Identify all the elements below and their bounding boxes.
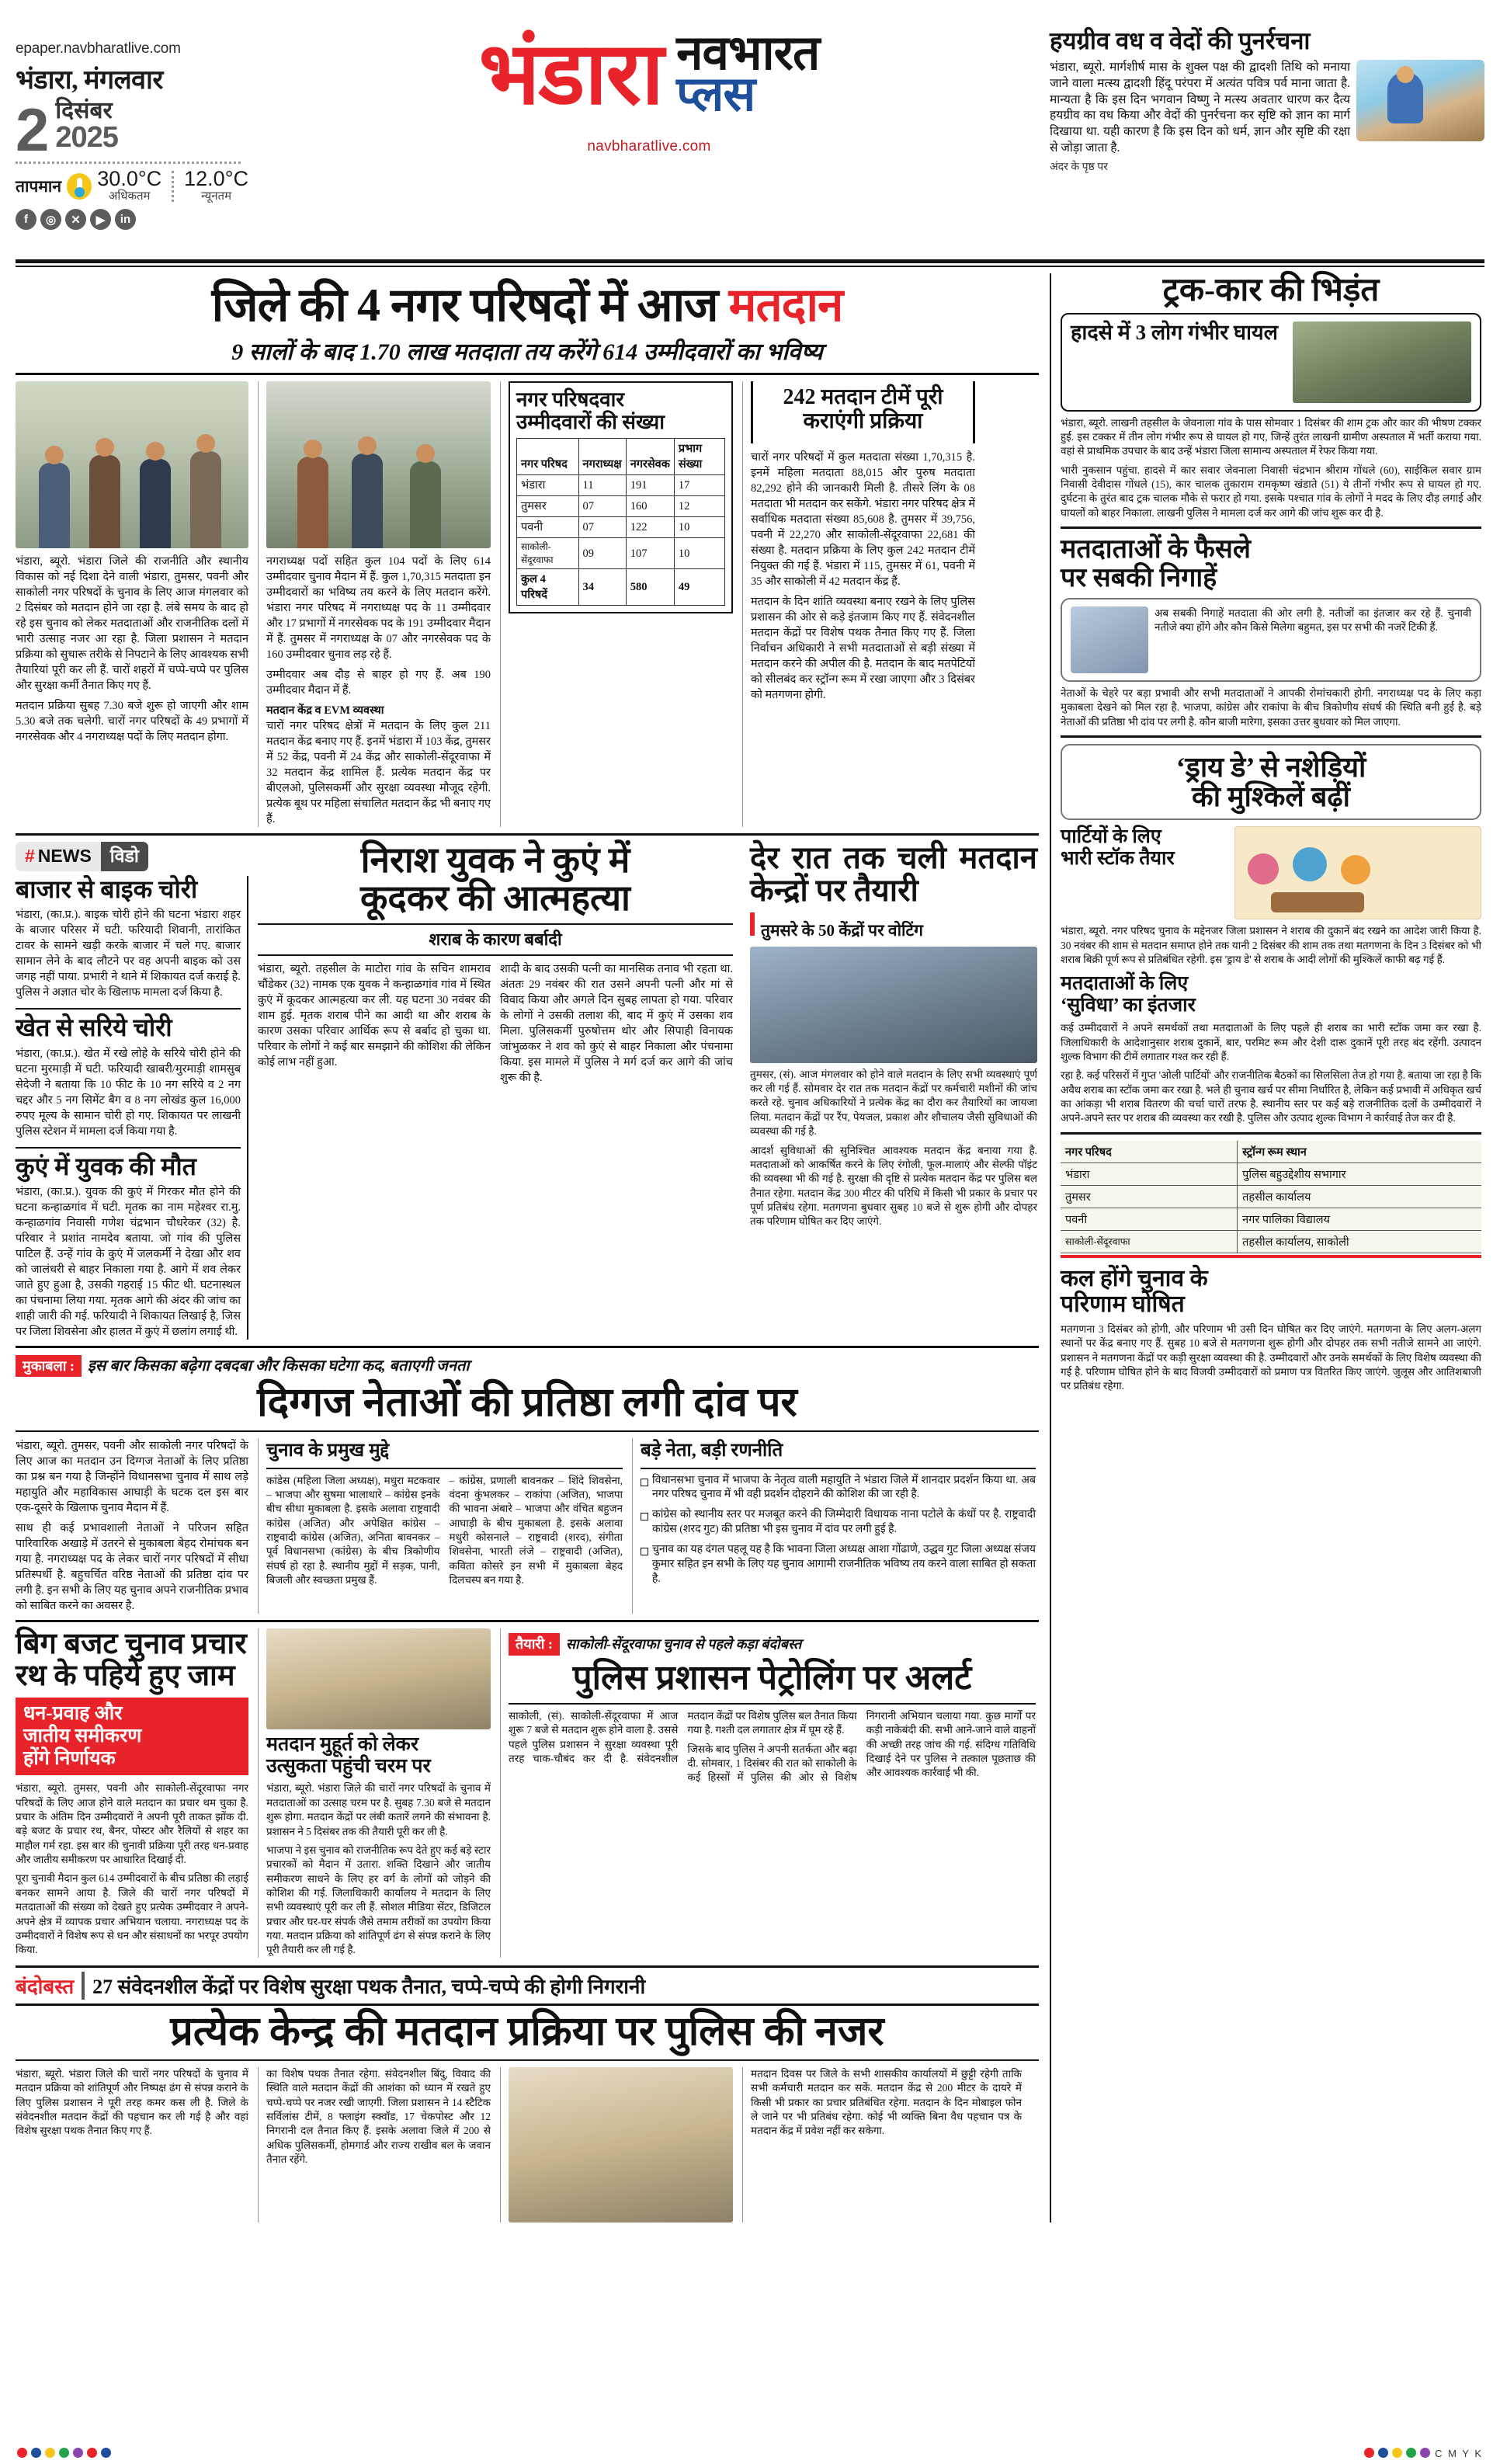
table-header-row bbox=[1061, 1141, 1481, 1163]
compare-body-1: भंडारा, ब्यूरो. तुमसर, पवनी और साकोली नगर परिषदों के लिए आज का मतदान उन दिग्गज नेताओं के लिए प्रतिष्ठा का प्रश्न बन गया है जिन्होंने विधानसभा चुनाव में साथ लड़े महायुति और महाविकास आघाड़ी के घटक दल इस बार एक-दूसरे के खिलाफ चुनाव मैदान में हैं. bbox=[16, 1440, 248, 1515]
cell-wards: 17 bbox=[674, 475, 724, 496]
temperature-block bbox=[16, 169, 248, 203]
masthead-rule-2 bbox=[16, 266, 1484, 267]
bandobast-kicker: बंदोबस्त bbox=[16, 1972, 85, 2000]
feature-more-link[interactable]: अंदर के पृष्ठ पर bbox=[1050, 162, 1108, 174]
temperature-max-label: अधिकतम bbox=[108, 190, 151, 203]
cell-wards: 10 bbox=[674, 538, 724, 569]
muhurat-body-2: भाजपा ने इस चुनाव को राजनीतिक रूप देते हुए कई बड़े स्टार प्रचारकों को मैदान में उतारा. शक्ति दिखाने और जातीय समीकरण साधने के लिए हर वर्ग के लोगों को जोड़ने की कोशिश की गई. जिलाधिकारी कार्यालय ने मतदान के लिए सभी व्यवस्थाएं पूरी कर ली हैं. सोशल मीडिया सेंटर, डिजिटल प्रचार और घर-घर संपर्क जैसे तमाम तरीकों का उपयोग किया गया. मतदान प्रक्रिया को शांतिपूर्ण ढंग से संपन्न कराने के लिए पूरी तैयारी कर ली गई है. bbox=[266, 1844, 491, 1956]
masthead-left bbox=[16, 14, 248, 230]
lead-photo-2 bbox=[266, 381, 491, 548]
list-item: विधानसभा चुनाव में भाजपा के नेतृत्व वाली महायुति ने भंडारा जिले में शानदार प्रदर्शन किया था. अब नगर परिषद चुनाव में भी वही प्रदर्शन दोहराने की कोशिश की जा रही है. bbox=[641, 1474, 1036, 1503]
polling-teams-box bbox=[751, 381, 975, 443]
police-kicker-line bbox=[509, 1633, 1036, 1656]
police-kicker: तैयारी : bbox=[509, 1633, 560, 1656]
th-corporator: नगरसेवक bbox=[626, 439, 674, 475]
prep-kicker bbox=[750, 912, 1037, 942]
dryday-body-3: रहा है. कई परिसरों में गुप्त 'ओली पार्टियों' और राजनीतिक बैठकों का सिलसिला तेज हो गया है. बताया जा रहा है कि अवैध शराब का स्टॉक जमा कर रखा है. भले ही चुनाव खर्च पर सीमा निर्धारित है, लेकिन कई प्रभावी में अधिकृत खर्च का आंकड़ा भी शराब वितरण की चर्चा चारों तरफ है. स्थानीय स्तर पर कई बड़े राजनीतिक दलों के उम्मीदवारों ने अपने-अपने स्तर पर शराब की व्यवस्था कर रखी है. पुलिस और उत्पाद शुल्क विभाग ने कार्रवाई तेज कर दी है. bbox=[1061, 1069, 1481, 1124]
registration-marks-right bbox=[1364, 2448, 1430, 2458]
dryday-body-1: भंडारा, ब्यूरो. नगर परिषद चुनाव के मद्देनजर जिला प्रशासन ने शराब की दुकानें बंद रखने का आदेश जारी किया है. 30 नवंबर की शाम से मतदान समाप्त होने तक यानी 2 दिसंबर की शाम तक तथा मतगणना के दिन 3 दिसंबर को भी शराब बिक्री पूर्ण रूप से प्रतिबंधित रहेगी. इस 'ड्राय डे' से शराब के आदी लोगों की मुश्किलें काफी बढ़ गई हैं. bbox=[1061, 925, 1481, 965]
budget-headline-l2: रथ के पहिये हुए जाम bbox=[16, 1659, 235, 1692]
table-row bbox=[1061, 1162, 1481, 1185]
compare-col-3 bbox=[632, 1438, 1036, 1614]
dryday-cartoon bbox=[1234, 826, 1481, 919]
cell-council: भंडारा bbox=[517, 475, 579, 496]
section-rule-3 bbox=[16, 1620, 1039, 1622]
voters-headline-l2: पर सबकी निगाहें bbox=[1061, 564, 1217, 593]
compare-col-2 bbox=[258, 1438, 623, 1614]
suicide-headline bbox=[258, 842, 733, 918]
lead-col-1-text-b: मतदान प्रक्रिया सुबह 7.30 बजे शुरू हो जाएगी और शाम 5.30 बजे तक चलेगी. चारों नगर परिषदों के 49 प्रभागों में नगरसेवक और 4 नगराध्यक्ष पदों के लिए मतदान होगा. bbox=[16, 700, 248, 743]
bandobast-col-2 bbox=[258, 2067, 491, 2222]
cell-council: पवनी bbox=[517, 517, 579, 538]
bandobast-body bbox=[16, 2067, 1039, 2222]
cell-council: तुमसर bbox=[1061, 1185, 1238, 1208]
bandobast-headline: प्रत्येक केन्द्र की मतदान प्रक्रिया पर पुलिस की नजर bbox=[170, 2009, 884, 2054]
divider bbox=[16, 1008, 241, 1010]
dryday-headline-l2: की मुश्किलें बढ़ीं bbox=[1192, 781, 1350, 813]
budget-redbox-l1: धन-प्रवाह और bbox=[23, 1703, 123, 1725]
date-month: दिसंबर bbox=[55, 98, 113, 123]
dryday-subhead-2 bbox=[1061, 973, 1481, 1017]
table-total-row bbox=[517, 569, 725, 606]
divider bbox=[1061, 1132, 1481, 1135]
suicide-body-1: भंडारा, ब्यूरो. तहसील के माटोरा गांव के सचिन शामराव चौंडेकर (32) नामक एक युवक ने कन्हाळगांव गांव में स्थित कुएं में कूदकर आत्महत्या कर ली. यह घटना 30 नवंबर की शाम हुई. मृतक शराब पीने का आदी था और शराब के कारण उसका परिवार आर्थिक रूप से बर्बाद हो चुका था. परिवार के लोगों ने कई बार समझाने की कोशिश की लेकिन कोई लाभ नहीं हुआ. bbox=[258, 962, 491, 1069]
voters-note: अब सबकी निगाहें मतदाता की ओर लगी है. नतीजों का इंतजार कर रहे हैं. चुनावी नतीजे क्या होंगे और कौन किसे मिलेगा बहुमत, इस पर सभी की नजरें टिकी हैं. bbox=[1155, 606, 1471, 634]
dryday-subhead-l1: पार्टियों के लिए bbox=[1061, 826, 1161, 848]
bandobast-body-2: का विशेष पथक तैनात रहेगा. संवेदनशील बिंदु, विवाद की स्थिति वाले मतदान केंद्रों की आशंका को ध्यान में रखते हुए चप्पे-चप्पे पर नजर रखी जाएगी. जिला प्रशासन ने 14 स्टैटिक सर्विलांस टीमें, 8 फ्लाइंग स्क्वॉड, 17 चेकपोस्ट और 12 निगरानी दल तैनात किए हैं. इसके अलावा जिले में 200 से अधिक पुलिसकर्मी, होमगार्ड और राज्य राखीव बल के जवान तैनात रहेंगे. bbox=[266, 2067, 491, 2166]
lead-col-4-text-b: मतदान के दिन शांति व्यवस्था बनाए रखने के लिए पुलिस प्रशासन की ओर से कड़े इंतजाम किए गए हैं. संवेदनशील मतदान केंद्रों पर विशेष पथक तैनात किए गए हैं. जिला निर्वाचन अधिकारी ने सभी मतदाताओं से बड़ी संख्या में मतदान करने की अपील की है. मतदान के बाद मतपेटियों को सीलबंद कर स्ट्रॉन्ग रूम में रखा जाएगा और 3 दिसंबर को मतगणना होगी. bbox=[751, 595, 975, 701]
video-badge-label[interactable]: विडो bbox=[101, 842, 148, 871]
bandobast-body-3: मतदान दिवस पर जिले के सभी शासकीय कार्यालयों में छुट्टी रहेगी ताकि सभी कर्मचारी मतदान कर सकें. मतदान केंद्र से 200 मीटर के दायरे में किसी भी प्रकार का प्रचार प्रतिबंधित रहेगा. मतदान के दिन मोबाइल फोन ले जाने पर भी प्रतिबंध रहेगा. कोई भी व्यक्ति बिना वैध पहचान पत्र के मतदान केंद्र में प्रवेश नहीं कर सकेगा. bbox=[751, 2067, 1022, 2137]
story-title-bike-theft: बाजार से बाइक चोरी bbox=[16, 874, 198, 903]
compare-kicker-text: इस बार किसका बढ़ेगा दबदबा और किसका घटेगा कद, बताएगी जनता bbox=[87, 1357, 470, 1375]
compare-body-2b: – कांग्रेस, प्रणाली बावनकर – शिंदे शिवसेना, वंदना कुंभलकर – राकांपा (अजित), भाजपा की भावना अंबारे – भाजपा और वंचित बहुजन आघाड़ी के बीच मुकाबला है. इसके अलावा मधुरी कोसनाले – राष्ट्रवादी (शरद), संगीता शिवसेना, भारती लंजे – राष्ट्रवादी (अजित), कविता कोसरे इन सभी में मुकाबला बेहद दिलचस्प बन गया है. bbox=[449, 1474, 623, 1586]
cell-president: 07 bbox=[578, 517, 626, 538]
compare-headline: दिग्गज नेताओं की प्रतिष्ठा लगी दांव पर bbox=[257, 1381, 797, 1426]
linkedin-icon[interactable]: in bbox=[115, 209, 136, 230]
muhurat-body-1: भंडारा, ब्यूरो. भंडारा जिले की चारों नगर परिषदों के चुनाव में मतदाताओं का उत्साह चरम पर है. सुबह 7.30 बजे से मतदान शुरू होगा. मतदान केंद्रों पर लंबी कतारें लगने की संभावना है. प्रशासन ने 5 दिसंबर तक की तैयारी पूरी कर ली है. bbox=[266, 1782, 491, 1837]
thermometer-icon bbox=[67, 173, 92, 200]
hash-icon: # bbox=[25, 846, 35, 866]
date-day: 2 bbox=[16, 96, 50, 165]
prep-kicker-text: तुमसरे के 50 केंद्रों पर वोटिंग bbox=[761, 920, 923, 940]
main-column bbox=[16, 273, 1039, 2222]
mid-right-prep-story bbox=[742, 842, 1037, 1340]
police-col bbox=[500, 1628, 1036, 1957]
lead-subheadline: 9 सालों के बाद 1.70 लाख मतदाता तय करेंगे 614 उम्मीदवारों का भविष्य bbox=[231, 339, 823, 365]
lead-headline-plain: जिले की 4 नगर परिषदों में आज bbox=[211, 280, 729, 331]
budget-headline-l1: बिग बजट चुनाव प्रचार bbox=[16, 1628, 247, 1661]
budget-redbox-l2: जातीय समीकरण bbox=[23, 1725, 142, 1746]
lead-col-2-text: नगराध्यक्ष पदों सहित कुल 104 पदों के लिए 614 उम्मीदवार चुनाव मैदान में हैं. कुल 1,70,315 मतदाता इन उम्मीदवारों का भविष्य तय करने के लिए मतदान करेंगे. भंडारा नगर परिषद में नगराध्यक्ष पद के 11 उम्मीदवार और 17 प्रभागों में नगरसेवक पद के 191 उम्मीदवार मैदान में हैं. तुमसर में नगराध्यक्ष के 07 और नगरसेवक पद के 160 उम्मीदवार चुनाव लड़ रहे हैं. bbox=[266, 555, 491, 661]
police-body-1: साकोली, (सं). साकोली-सेंदूरवाफा में आज शुरू 7 बजे से मतदान शुरू होने वाला है. उससे पहले पुलिस प्रशासन ने सुरक्षा व्यवस्था पूरी तरह चाक-चौबंद कर दी है. संवेदनशील मतदान केंद्रों पर विशेष पुलिस बल तैनात किया गया है. गश्ती दल लगातार क्षेत्र में घूम रहे हैं. bbox=[509, 1709, 857, 1765]
instagram-icon[interactable]: ◎ bbox=[40, 209, 61, 230]
temperature-min: 12.0°C bbox=[184, 167, 248, 190]
lead-col-1-text: भंडारा, ब्यूरो. भंडारा जिले की राजनीति और स्थानीय विकास को नई दिशा देने वाली भंडारा, तुमसर, पवनी और साकोली नगर परिषदों के चुनाव के लिए आज मंगलवार को 2 दिसंबर को मतदान होने जा रहा है. लंबे समय के बाद हो रहे इस चुनाव को लेकर मतदाताओं और राजनीतिक दलों में भारी उत्साह नजर आ रहा है. जिला प्रशासन ने मतदान प्रक्रिया को सुचारू तरीके से निपटाने के लिए आवश्यक सभी तैयारियां पूरी कर ली हैं. चारों शहरों में चप्पे-चप्पे पर पुलिस और सुरक्षा कर्मी तैनात किए गए हैं. bbox=[16, 555, 248, 692]
lead-rule bbox=[16, 373, 1039, 375]
bandobast-body-1: भंडारा, ब्यूरो. भंडारा जिले की चारों नगर परिषदों के चुनाव में मतदान प्रक्रिया को शांतिपूर्ण और निष्पक्ष ढंग से संपन्न कराने के लिए पुलिस प्रशासन ने पूरी तरह कमर कस ली है. जिले के संवेदनशील मतदान केंद्रों की पहचान कर ली गई है और वहां विशेष सुरक्षा पथक तैनात किए गए हैं. bbox=[16, 2067, 248, 2137]
compare-bullet-list bbox=[641, 1474, 1036, 1587]
th-president: नगराध्यक्ष bbox=[578, 439, 626, 475]
results-headline bbox=[1061, 1266, 1481, 1318]
candidates-table-box bbox=[509, 381, 733, 613]
voters-headline bbox=[1061, 535, 1481, 593]
divider bbox=[16, 1147, 241, 1149]
edition-city-day: भंडारा, मंगलवार bbox=[16, 66, 163, 95]
cell-wards: 10 bbox=[674, 517, 724, 538]
page-columns bbox=[16, 273, 1484, 2222]
candidates-table-title bbox=[516, 389, 725, 433]
results-headline-l2: परिणाम घोषित bbox=[1061, 1291, 1185, 1318]
logo-bhandara: भंडारा bbox=[478, 26, 663, 123]
police-body-2: जिसके बाद पुलिस ने अपनी सतर्कता और बढ़ा दी. सोमवार, 1 दिसंबर की रात को साकोली के कई हिस्सों में पुलिस की ओर से विशेष निगरानी अभियान चलाया गया. कुछ मार्गों पर कड़ी नाकेबंदी की. सभी आने-जाने वाले वाहनों की अच्छी तरह जांच की गई. संदिग्ध गतिविधि दिखाई देने पर पुलिस ने तत्काल पूछताछ की और आवश्यक कार्रवाई भी की. bbox=[687, 1709, 1036, 1784]
compare-kicker-line bbox=[16, 1354, 1039, 1377]
muhurat-headline bbox=[266, 1734, 491, 1777]
voters-body: नेताओं के चेहरे पर बड़ा प्रभावी और सभी मतदाताओं ने आपकी रोमांचकारी होगी. नगराध्यक्ष पद के लिए कड़ा मुकाबला देखने को मिल रहा है. भाजपा, कांग्रेस और राकांपा के बीच त्रिकोणीय संघर्ष की स्थिति बनी हुई है. बड़े नेताओं की प्रतिष्ठा भी दांव पर लगी है. कौन बाजी मारेगा, इसका उत्तर बुधवार को मिल जाएगा. bbox=[1061, 686, 1481, 728]
lead-col-2-subhead: मतदान केंद्र व EVM व्यवस्था bbox=[266, 704, 384, 717]
compare-body-2: कांडेस (महिला जिला अध्यक्ष), मधुरा मटकवार – भाजपा और सुषमा भालाधारे – कांग्रेस इनके बीच सीधा मुकाबला है. इसके अलावा राष्ट्रवादी कांग्रेस (अजित) और अपेक्षित कांग्रेस – राष्ट्रवादी कांग्रेस (अजित), अनिता बावनकर – पूर्व विधानसभा (कांग्रेस) के बीच त्रिकोणीय संघर्ष हो रहा है. स्थानीय मुद्दों में सड़क, पानी, बिजली और स्वच्छता प्रमुख हैं. bbox=[266, 1474, 440, 1586]
band-2 bbox=[16, 842, 1039, 1340]
strongroom-rule bbox=[1061, 1255, 1481, 1258]
cell-total-president: 34 bbox=[578, 569, 626, 606]
th-council: नगर परिषद bbox=[517, 439, 579, 475]
story-body-bike-theft: भंडारा, (का.प्र.). बाइक चोरी होने की घटना भंडारा शहर के बाजार परिसर में घटी. फरियादी शिवानी, तारांकित टावर के सामने खड़ी करके बाजार में चले गए. बाजार सामान लेने के बाद लौटने पर वह अपनी बाइक को उस जगह नहीं पाया. प्रभारी ने थाने में शिकायत दर्ज कराई है. पुलिस ने अज्ञात चोर के खिलाफ मामला दर्ज किया है. bbox=[16, 909, 241, 999]
budget-redbox bbox=[16, 1698, 248, 1775]
dateline bbox=[16, 96, 248, 165]
lead-col-2-text-b: उम्मीदवार अब दौड़ से बाहर हो गए हैं. अब 190 उम्मीदवार मैदान में हैं. bbox=[266, 669, 491, 697]
budget-redbox-l3: होंगे निर्णायक bbox=[23, 1747, 116, 1769]
prep-headline: देर रात तक चली मतदान केन्द्रों पर तैयारी bbox=[750, 840, 1037, 909]
masthead-logo bbox=[248, 14, 1050, 155]
band-4 bbox=[16, 1628, 1039, 1957]
cell-council: तुमसर bbox=[517, 496, 579, 517]
divider bbox=[509, 1703, 1036, 1705]
dryday-box bbox=[1061, 744, 1481, 820]
budget-body-1: भंडारा, ब्यूरो. तुमसर, पवनी और साकोली-सेंदूरवाफा नगर परिषदों के लिए आज होने वाले मतदान का प्रचार थम चुका है. प्रचार के अंतिम दिन उम्मीदवारों ने अपनी पूरी ताकत झोंक दी. बड़े बजट के प्रचार रथ, बैनर, पोस्टर और रैलियों से शहर का माहौल गर्म रहा. इस बार की चुनावी प्रक्रिया पूरी तरह धन-प्रवाह और जातीय समीकरण पर आधारित दिखाई दी. bbox=[16, 1782, 248, 1866]
story-title-rod-theft: खेत से सरिये चोरी bbox=[16, 1013, 172, 1042]
cell-council: भंडारा bbox=[1061, 1162, 1238, 1185]
lead-headline-accent: मतदान bbox=[728, 280, 843, 331]
bandobast-col-3 bbox=[742, 2067, 1022, 2222]
table-row bbox=[1061, 1185, 1481, 1208]
bandobast-col-1 bbox=[16, 2067, 248, 2222]
cell-council: साकोली-सेंदूरवाफा bbox=[517, 538, 579, 569]
compare-issues-title: चुनाव के प्रमुख मुद्दे bbox=[266, 1438, 623, 1468]
police-headline: पुलिस प्रशासन पेट्रोलिंग पर अलर्ट bbox=[572, 1659, 972, 1698]
divider bbox=[1061, 735, 1481, 738]
strongroom-block bbox=[1061, 1141, 1481, 1258]
voters-headline-l1: मतदाताओं के फैसले bbox=[1061, 535, 1251, 565]
section-rule-1 bbox=[16, 833, 1039, 836]
table-row bbox=[517, 496, 725, 517]
lead-col-2-text-c: चारों नगर परिषद क्षेत्रों में मतदान के लिए कुल 211 मतदान केंद्र बनाए गए हैं. इनमें भंडारा में 103 केंद्र, तुमसर में 52 केंद्र, पवनी में 24 केंद्र और साकोली-सेंदूरवाफा में 32 मतदान केंद्र शामिल हैं. प्रत्येक मतदान केंद्र पर बीएलओ, पुलिसकर्मी और सुरक्षा व्यवस्था मौजूद रहेगी. प्रत्येक बूथ पर महिला संचालित मतदान केंद्र भी बनाए गए हैं. bbox=[266, 720, 491, 825]
voters-note-box bbox=[1061, 598, 1481, 682]
temperature-min-label: न्यूनतम bbox=[201, 190, 232, 203]
compare-kicker: मुकाबला : bbox=[16, 1355, 82, 1377]
cell-total-corporator: 580 bbox=[626, 569, 674, 606]
registration-marks-left bbox=[17, 2448, 111, 2458]
table-row bbox=[517, 517, 725, 538]
prep-body-1: तुमसर, (सं). आज मंगलवार को होने वाले मतदान के लिए सभी व्यवस्थाएं पूर्ण कर ली गई हैं. सोमवार देर रात तक मतदान केंद्रों पर कर्मचारी मशीनों की जांच करते रहे. चुनाव अधिकारियों ने प्रत्येक केंद्र का दौरा कर तैयारियों का जायजा लिया. मतदान केंद्रों पर रैंप, पेयजल, प्रकाश और शौचालय जैसी सुविधाओं की व्यवस्था की गई है. bbox=[750, 1068, 1037, 1138]
table-header-row bbox=[517, 439, 725, 475]
muhurat-headline-l1: मतदान मुहूर्त को लेकर bbox=[266, 1734, 419, 1756]
lead-col-2 bbox=[258, 381, 491, 827]
cell-corporator: 107 bbox=[626, 538, 674, 569]
bandobast-photo bbox=[509, 2067, 733, 2222]
list-item: चुनाव का यह दंगल पहलू यह है कि भावना जिला अध्यक्ष आशा गोंढाणे, उद्धव गुट जिला अध्यक्ष संजय कुमार सहित इन सभी के लिए यह चुनाव आगामी राजनीतिक भविष्य तय करने वाला साबित हो सकता है. bbox=[641, 1543, 1036, 1587]
truck-headline: ट्रक-कार की भिड़ंत bbox=[1162, 273, 1380, 308]
truck-body-2: भारी नुकसान पहुंचा. हादसे में कार सवार जेवनाला निवासी चंद्रभान श्रीराम गोंधले (60), साईकिल सवार ग्राम निवासी देवीदास गोंधले (15), कार चालक तुकाराम रामकृष्ण खंडाते (51) ये तीनों गंभीर रूप से घायल हो गए. दुर्घटना के तुरंत बाद ट्रक चालक मौके से फरार हो गया. इसके पश्चात गांव के लोगों ने मदद के लिए दौड़ लगाई और घायलों को बाहर निकाला. लाखनी पुलिस ने मामला दर्ज कर आगे की जांच शुरू कर दी है. bbox=[1061, 464, 1481, 519]
police-kicker-text: साकोली-सेंदूरवाफा चुनाव से पहले कड़ा बंदोबस्त bbox=[565, 1636, 802, 1653]
suicide-headline-l2: कूदकर की आत्महत्या bbox=[360, 878, 630, 918]
budget-col bbox=[16, 1628, 248, 1957]
truck-body-1: भंडारा, ब्यूरो. लाखनी तहसील के जेवनाला गांव के पास सोमवार 1 दिसंबर की शाम ट्रक और कार की भीषण टक्कर हुई. इस टक्कर में तीन लोग गंभीर रूप से घायल हो गए, जिन्हें तुरंत लाखनी ग्रामीण अस्पताल में भर्ती कराया गया. वहां से प्राथमिक उपचार के बाद उन्हें भंडारा जिला सामान्य अस्पताल में रेफर किया गया. bbox=[1061, 416, 1481, 457]
divider bbox=[1061, 527, 1481, 529]
youtube-icon[interactable]: ▶ bbox=[90, 209, 111, 230]
compare-section bbox=[16, 1354, 1039, 1614]
news-video-badge[interactable] bbox=[16, 842, 148, 871]
cell-wards: 12 bbox=[674, 496, 724, 517]
lead-col-4 bbox=[742, 381, 975, 827]
dryday-headline-l1: ‘ड्राय डे’ से नशेड़ियों bbox=[1175, 751, 1366, 783]
right-column bbox=[1050, 273, 1481, 2222]
cell-total-label: कुल 4 परिषदें bbox=[517, 569, 579, 606]
divider bbox=[16, 2059, 1039, 2061]
truck-photo bbox=[1293, 321, 1471, 403]
list-item: कांग्रेस को स्थानीय स्तर पर मजबूत करने की जिम्मेदारी विधायक नाना पटोले के कंधों पर है. राष्ट्रवादी कांग्रेस (शरद गुट) की प्रतिष्ठा भी इस चुनाव में दांव पर लगी हुई है. bbox=[641, 1508, 1036, 1538]
divider bbox=[16, 1430, 1039, 1432]
compare-body-1b: साथ ही कई प्रभावशाली नेताओं ने परिजन सहित पारिवारिक अखाड़े में उतरने से मुकाबला बेहद रोमांचक बन गया है. नगराध्यक्ष पद के लेकर चारों नगर परिषदों में सीधा प्रतिस्पर्धी है. बहुचर्चित वरिष्ठ नेताओं की प्रतिष्ठा दांव पर लगी है. इन सभी के लिए यह चुनाव अपने राजनीतिक प्रभाव को साबित करने का अवसर है. bbox=[16, 1522, 248, 1613]
section-rule-2 bbox=[16, 1346, 1039, 1348]
lead-col-1 bbox=[16, 381, 248, 827]
dryday-subhead-2-l2: ‘सुविधा’ का इंतजार bbox=[1061, 995, 1196, 1017]
polling-teams-title: 242 मतदान टीमें पूरी कराएंगी प्रक्रिया bbox=[783, 385, 943, 433]
th-strongroom: स्ट्रॉन्ग रूम स्थान bbox=[1238, 1141, 1481, 1163]
table-row bbox=[1061, 1208, 1481, 1230]
date-year: 2025 bbox=[55, 121, 118, 154]
masthead-rule bbox=[16, 259, 1484, 263]
dryday-body-2: कई उम्मीदवारों ने अपने समर्थकों तथा मतदाताओं के लिए पहले ही शराब का भारी स्टॉक जमा कर रखा है. जिलाधिकारी के आदेशानुसार शराब दुकानें, बार, परमिट रूम और देशी दारू दुकानें पूरी तरह बंद रहेंगी. उत्पादन शुल्क विभाग की टीमें लगातार गश्त कर रही हैं. bbox=[1061, 1022, 1481, 1062]
feature-title: हयग्रीव वध व वेदों की पुनर्रचना bbox=[1050, 27, 1311, 54]
cell-council: साकोली-सेंदूरवाफा bbox=[1061, 1230, 1238, 1253]
divider-vertical bbox=[172, 171, 174, 202]
budget-headline bbox=[16, 1628, 248, 1691]
feature-body: भंडारा, ब्यूरो. मार्गशीर्ष मास के शुक्ल पक्ष की द्वादशी तिथि को मनाया जाने वाला मत्स्य द्वादशी हिंदू परंपरा में अत्यंत पवित्र पर्व माना जाता है. मान्यता है कि इस दिन भगवान विष्णु ने मत्स्य अवतार धारण कर दैत्य हयग्रीव का वध किया और वेदों की पुनर्रचना कर सृष्टि को ज्ञान का मार्ग दिखाया था. यही कारण है कि इस दिन को धर्म, ज्ञान और सृष्टि की रक्षा से जोड़ा जाता है. bbox=[1050, 60, 1350, 155]
dryday-subhead-l2: भारी स्टॉक तैयार bbox=[1061, 848, 1175, 870]
story-body-well-death: भंडारा, (का.प्र.). युवक की कुएं में गिरकर मौत होने की घटना कन्हाळगांव में घटी. मृतक का नाम महेश्वर रा.मु. कन्हाळगांव निवासी गणेश चंद्रभान चौधरेकर (32) है. परिवार ने प्रशांत नामदेव बताया. जो गांव की पुलिस पाटिल हैं. उन्हें गांव के कुएं में जलकर्मी ने देखा और शव को जालंधरी से बाहर निकाला गया है. आगे में शव लेकर जाते हुए हुआ है, उसकी गहराई 15 फीट थी. घटनास्थल का पंचनामा लिया गया. मृतक आगे की अंदर की जांच का शाही जारी की गई. फरियादी ने शिकायत लिखाई है, जिस पर जिला शिवसेना और हालत में कुएं में छलांग लगाई थी. bbox=[16, 1186, 241, 1339]
story-body-rod-theft: भंडारा, (का.प्र.). खेत में रखे लोहे के सरिये चोरी होने की घटना मुरमाड़ी में घटी. फरियादी खाबरी/मुरमाड़ी शामसुब सेदेजी ने बताया कि 10 फीट के 10 नग सरिये व 2 नग चद्दर और 5 नग सिमेंट बैग व 8 नग लोखंड कुल 16,000 रुपए मूल्य के सामान चोरी हो गए. शिकायत पर लाखनी पुलिस स्टेशन में मामला दर्ज किया गया है. bbox=[16, 1047, 241, 1138]
dryday-top bbox=[1061, 826, 1481, 919]
candidates-table-title-l1: नगर परिषदवार bbox=[516, 388, 624, 411]
cell-corporator: 122 bbox=[626, 517, 674, 538]
suicide-headline-l1: निराश युवक ने कुएं में bbox=[360, 840, 630, 880]
truck-subheadline: हादसे में 3 लोग गंभीर घायल bbox=[1071, 320, 1278, 344]
mid-suicide-story bbox=[258, 842, 733, 1340]
candidates-table bbox=[516, 438, 725, 606]
suicide-subhead: शराब के कारण बर्बादी bbox=[258, 923, 733, 956]
th-wards: प्रभाग संख्या bbox=[674, 439, 724, 475]
dryday-subhead-2-l1: मतदाताओं के लिए bbox=[1061, 973, 1189, 995]
cell-council: पवनी bbox=[1061, 1208, 1238, 1230]
prep-photo bbox=[750, 947, 1037, 1063]
bandobast-banner-text: 27 संवेदनशील केंद्रों पर विशेष सुरक्षा पथक तैनात, चप्पे-चप्पे की होगी निगरानी bbox=[92, 1975, 646, 1998]
left-news-column bbox=[16, 842, 248, 1340]
epaper-url[interactable]: epaper.navbharatlive.com bbox=[16, 40, 181, 57]
story-title-well-death: कुएं में युवक की मौत bbox=[16, 1152, 196, 1180]
table-row bbox=[1061, 1230, 1481, 1253]
temperature-max: 30.0°C bbox=[97, 167, 162, 190]
prep-body-2: आदर्श सुविधाओं की सुनिश्चित आवश्यक मतदान केंद्र बनाया गया है. मतदाताओं को आकर्षित करने के लिए रंगोली, फूल-मालाएं और सेल्फी पॉइंट की व्यवस्था भी की गई है. सुरक्षा की दृष्टि से प्रत्येक मतदान केंद्र पर पुलिस बल तैनात रहेगा. मतदान केंद्र 300 मीटर की परिधि में किसी भी प्रकार के प्रचार पर पूर्ण प्रतिबंध रहेगा. मतगणना बुधवार सुबह 10 बजे से शुरू होगी और दोपहर तक परिणाम घोषित कर दिए जाएंगे. bbox=[750, 1144, 1037, 1228]
cmyk-label: C M Y K bbox=[1435, 2448, 1483, 2459]
cell-location: तहसील कार्यालय, साकोली bbox=[1238, 1230, 1481, 1253]
muhurat-headline-l2: उत्सुकता पहुंची चरम पर bbox=[266, 1755, 431, 1777]
lead-headline bbox=[16, 281, 1039, 330]
cell-president: 09 bbox=[578, 538, 626, 569]
masthead-feature bbox=[1050, 14, 1484, 174]
lead-col-4-text: चारों नगर परिषदों में कुल मतदाता संख्या 1,70,315 है. इनमें महिला मतदाता 88,015 और पुरुष मतदाता 82,292 होने की जानकारी मिली है. तीसरे लिंग के 08 मतदाता भी मतदान कर सकेंगे. भंडारा नगर परिषद क्षेत्र में सर्वाधिक मतदाता संख्या 85,608 है. तुमसर में 39,756, पवनी में 22,270 और साकोली-सेंदूरवाफा 22,681 की संख्या है. मतदान प्रक्रिया के लिए कुल 242 मतदान टीमें नियुक्त की गई हैं. भंडारा में 115, तुमसर में 61, पवनी में 35 और साकोली में 42 मतदान केंद्र हैं. bbox=[751, 450, 975, 588]
table-row bbox=[517, 538, 725, 569]
temperature-label: तापमान bbox=[16, 176, 61, 196]
cell-total-wards: 49 bbox=[674, 569, 724, 606]
th-council: नगर परिषद bbox=[1061, 1141, 1238, 1163]
candidates-table-title-l2: उम्मीदवारों की संख्या bbox=[516, 410, 665, 433]
news-badge-label: # NEWS bbox=[16, 842, 101, 871]
cell-corporator: 191 bbox=[626, 475, 674, 496]
masthead bbox=[16, 14, 1484, 255]
logo-plus: प्लस bbox=[676, 68, 755, 121]
voters-thumb bbox=[1071, 606, 1148, 673]
compare-strategy-title: बड़े नेता, बड़ी रणनीति bbox=[641, 1438, 1036, 1468]
compare-col-1 bbox=[16, 1438, 248, 1614]
cell-president: 11 bbox=[578, 475, 626, 496]
muhurat-photo bbox=[266, 1628, 491, 1729]
muhurat-col bbox=[258, 1628, 491, 1957]
lead-col-3 bbox=[500, 381, 733, 827]
facebook-icon[interactable]: f bbox=[16, 209, 36, 230]
x-twitter-icon[interactable]: ✕ bbox=[65, 209, 86, 230]
cell-corporator: 160 bbox=[626, 496, 674, 517]
budget-body-2: पूरा चुनावी मैदान कुल 614 उम्मीदवारों के बीच प्रतिष्ठा की लड़ाई बनकर सामने आया है. जिले की चारों नगर परिषदों में मतदाताओं की संख्या को देखते हुए प्रत्येक उम्मीदवार ने अपने-अपने क्षेत्र में व्यापक प्रचार अभियान चलाया. नगराध्यक्ष पद के उम्मीदवारों ने विशेष रूप से धन और संसाधनों का भरपूर उपयोग किया. bbox=[16, 1872, 248, 1956]
table-row bbox=[517, 475, 725, 496]
suicide-body-2: शादी के बाद उसकी पत्नी का मानसिक तनाव भी रहता था. अंततः 29 नवंबर की रात उसने अपनी पत्नी और मां से विवाद किया और अगले दिन सुबह लापता हो गया. परिवार के लोगों ने उसकी तलाश की, बाद में कुएं में उसका शव मिला. पुलिसकर्मी पुरुषोत्तम थोर और सिपाही विनायक जांभुळकर ने शव को कुएं से बाहर निकाला और पंचनामा किया. इस मामले में पुलिस ने मर्ग दर्ज कर आगे की जांच शुरू की है. bbox=[500, 962, 733, 1084]
bandobast-col-photo bbox=[500, 2067, 733, 2222]
cell-location: तहसील कार्यालय bbox=[1238, 1185, 1481, 1208]
cell-president: 07 bbox=[578, 496, 626, 517]
dryday-subhead bbox=[1061, 826, 1227, 919]
results-body: मतगणना 3 दिसंबर को होगी, और परिणाम भी उसी दिन घोषित कर दिए जाएंगे. मतगणना के लिए अलग-अलग स्थानों पर केंद्र बनाए गए हैं. सुबह 10 बजे से मतगणना शुरू होगी और दोपहर तक सभी नतीजे सामने आ जाएंगे. प्रशासन ने मतगणना केंद्रों पर कड़ी सुरक्षा व्यवस्था की है. उम्मीदवारों और उनके समर्थकों के लिए विशेष व्यवस्था की गई है. परिणाम घोषित होने के बाद विजयी उम्मीदवारों को प्रमाण पत्र वितरित किए जाएंगे. जुलूस और आतिशबाजी पर प्रतिबंध रहेगा. bbox=[1061, 1322, 1482, 1392]
red-bar-icon bbox=[750, 912, 755, 936]
dryday-headline bbox=[1071, 752, 1471, 811]
lead-body bbox=[16, 381, 1039, 827]
cell-location: पुलिस बहुउद्देशीय सभागार bbox=[1238, 1162, 1481, 1185]
website-url[interactable]: navbharatlive.com bbox=[587, 137, 711, 155]
divider-dotted bbox=[16, 162, 241, 164]
logo-navbharat: नवभारत bbox=[676, 27, 820, 80]
cell-location: नगर पालिका विद्यालय bbox=[1238, 1208, 1481, 1230]
bandobast-banner bbox=[16, 1965, 1039, 2006]
feature-image bbox=[1356, 60, 1484, 141]
lead-photo bbox=[16, 381, 248, 548]
results-headline-l1: कल होंगे चुनाव के bbox=[1061, 1265, 1208, 1291]
truck-sub-block bbox=[1061, 313, 1481, 412]
social-links[interactable] bbox=[16, 209, 248, 230]
strongroom-table bbox=[1061, 1141, 1481, 1253]
